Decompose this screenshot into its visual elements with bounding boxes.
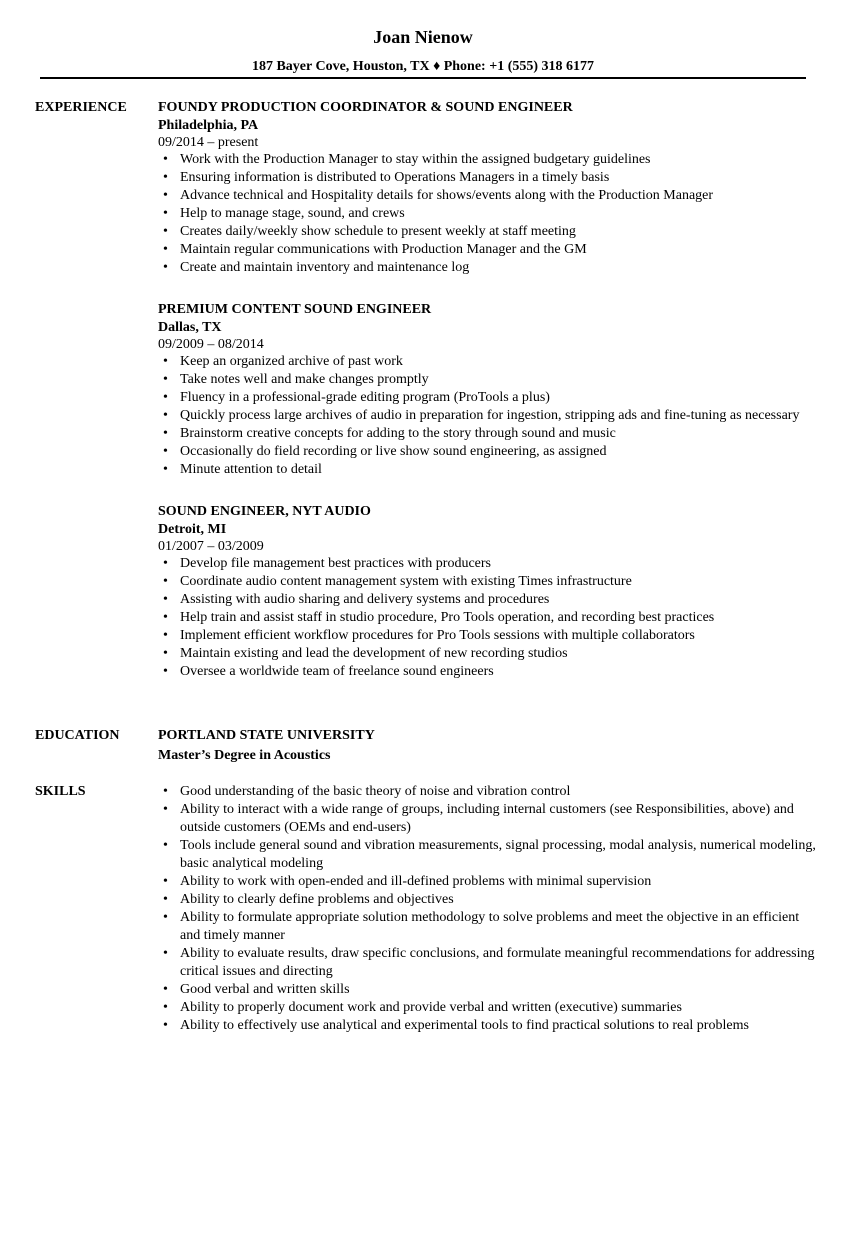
duty-item: • Occasionally do field recording or live show sound engineering, as assigned bbox=[180, 443, 818, 461]
job-duties bbox=[158, 151, 818, 277]
duty-item: • Develop file management best practices with producers bbox=[180, 555, 818, 573]
duty-item: • Brainstorm creative concepts for adding to the story through sound and music bbox=[180, 425, 818, 443]
job-title: SOUND ENGINEER, NYT AUDIO bbox=[158, 504, 371, 519]
duty-item: • Minute attention to detail bbox=[180, 461, 818, 479]
skill-item: • Ability to effectively use analytical and experimental tools to find practical solutions to real problems bbox=[180, 1017, 818, 1035]
duty-item: • Help train and assist staff in studio procedure, Pro Tools operation, and recording best practices bbox=[180, 609, 818, 627]
job-location: Dallas, TX bbox=[158, 320, 222, 335]
header-divider bbox=[40, 77, 806, 79]
skill-item: • Ability to evaluate results, draw specific conclusions, and formulate meaningful recommendations for addressing critical issues and directing bbox=[180, 945, 818, 981]
skill-item: • Ability to interact with a wide range of groups, including internal customers (see Responsibilities, above) and outside customers (OEMs and end-users) bbox=[180, 801, 818, 837]
skill-item: • Ability to work with open-ended and ill-defined problems with minimal supervision bbox=[180, 873, 818, 891]
experience-body bbox=[158, 99, 818, 681]
duty-item: • Implement efficient workflow procedures for Pro Tools sessions with multiple collaborators bbox=[180, 627, 818, 645]
duty-item: • Work with the Production Manager to stay within the assigned budgetary guidelines bbox=[180, 151, 818, 169]
skills-label: SKILLS bbox=[35, 784, 86, 799]
duty-item: • Coordinate audio content management system with existing Times infrastructure bbox=[180, 573, 818, 591]
duty-item: • Creates daily/weekly show schedule to present weekly at staff meeting bbox=[180, 223, 818, 241]
job-entry bbox=[158, 99, 818, 277]
education-label: EDUCATION bbox=[35, 728, 120, 743]
job-dates: 01/2007 – 03/2009 bbox=[158, 539, 264, 554]
skill-item: • Good understanding of the basic theory of noise and vibration control bbox=[180, 783, 818, 801]
job-location: Philadelphia, PA bbox=[158, 118, 259, 133]
duty-item: • Keep an organized archive of past work bbox=[180, 353, 818, 371]
job-title: FOUNDY PRODUCTION COORDINATOR & SOUND ENGINEER bbox=[158, 100, 573, 115]
job-duties bbox=[158, 353, 818, 479]
duty-item: • Assisting with audio sharing and delivery systems and procedures bbox=[180, 591, 818, 609]
skill-item: • Ability to properly document work and provide verbal and written (executive) summaries bbox=[180, 999, 818, 1017]
job-duties bbox=[158, 555, 818, 681]
education-body bbox=[158, 727, 818, 765]
candidate-name: Joan Nienow bbox=[373, 27, 473, 47]
experience-label: EXPERIENCE bbox=[35, 100, 127, 115]
job-title: PREMIUM CONTENT SOUND ENGINEER bbox=[158, 302, 432, 317]
skills-list bbox=[158, 783, 818, 1035]
duty-item: • Quickly process large archives of audio in preparation for ingestion, stripping ads and fine-tuning as necessary bbox=[180, 407, 818, 425]
duty-item: • Ensuring information is distributed to Operations Managers in a timely basis bbox=[180, 169, 818, 187]
duty-item: • Help to manage stage, sound, and crews bbox=[180, 205, 818, 223]
duty-item: • Maintain regular communications with Production Manager and the GM bbox=[180, 241, 818, 259]
duty-item: • Take notes well and make changes promptly bbox=[180, 371, 818, 389]
job-entry bbox=[158, 301, 818, 479]
school-name: PORTLAND STATE UNIVERSITY bbox=[158, 728, 375, 743]
skill-item: • Ability to formulate appropriate solution methodology to solve problems and meet the objective in an efficient and timely manner bbox=[180, 909, 818, 945]
job-dates: 09/2009 – 08/2014 bbox=[158, 337, 264, 352]
contact-line: 187 Bayer Cove, Houston, TX ♦ Phone: +1 (555) 318 6177 bbox=[251, 59, 595, 74]
skills-body bbox=[158, 783, 818, 1035]
job-entry bbox=[158, 503, 818, 681]
skill-item: • Good verbal and written skills bbox=[180, 981, 818, 999]
skill-item: • Ability to clearly define problems and objectives bbox=[180, 891, 818, 909]
duty-item: • Maintain existing and lead the development of new recording studios bbox=[180, 645, 818, 663]
duty-item: • Advance technical and Hospitality details for shows/events along with the Production Manager bbox=[180, 187, 818, 205]
degree: Master’s Degree in Acoustics bbox=[158, 748, 331, 763]
skill-item: • Tools include general sound and vibration measurements, signal processing, modal analysis, numerical modeling, basic analytical modeling bbox=[180, 837, 818, 873]
duty-item: • Oversee a worldwide team of freelance sound engineers bbox=[180, 663, 818, 681]
job-location: Detroit, MI bbox=[158, 522, 227, 537]
duty-item: • Create and maintain inventory and maintenance log bbox=[180, 259, 818, 277]
job-dates: 09/2014 – present bbox=[158, 135, 259, 150]
duty-item: • Fluency in a professional-grade editing program (ProTools a plus) bbox=[180, 389, 818, 407]
